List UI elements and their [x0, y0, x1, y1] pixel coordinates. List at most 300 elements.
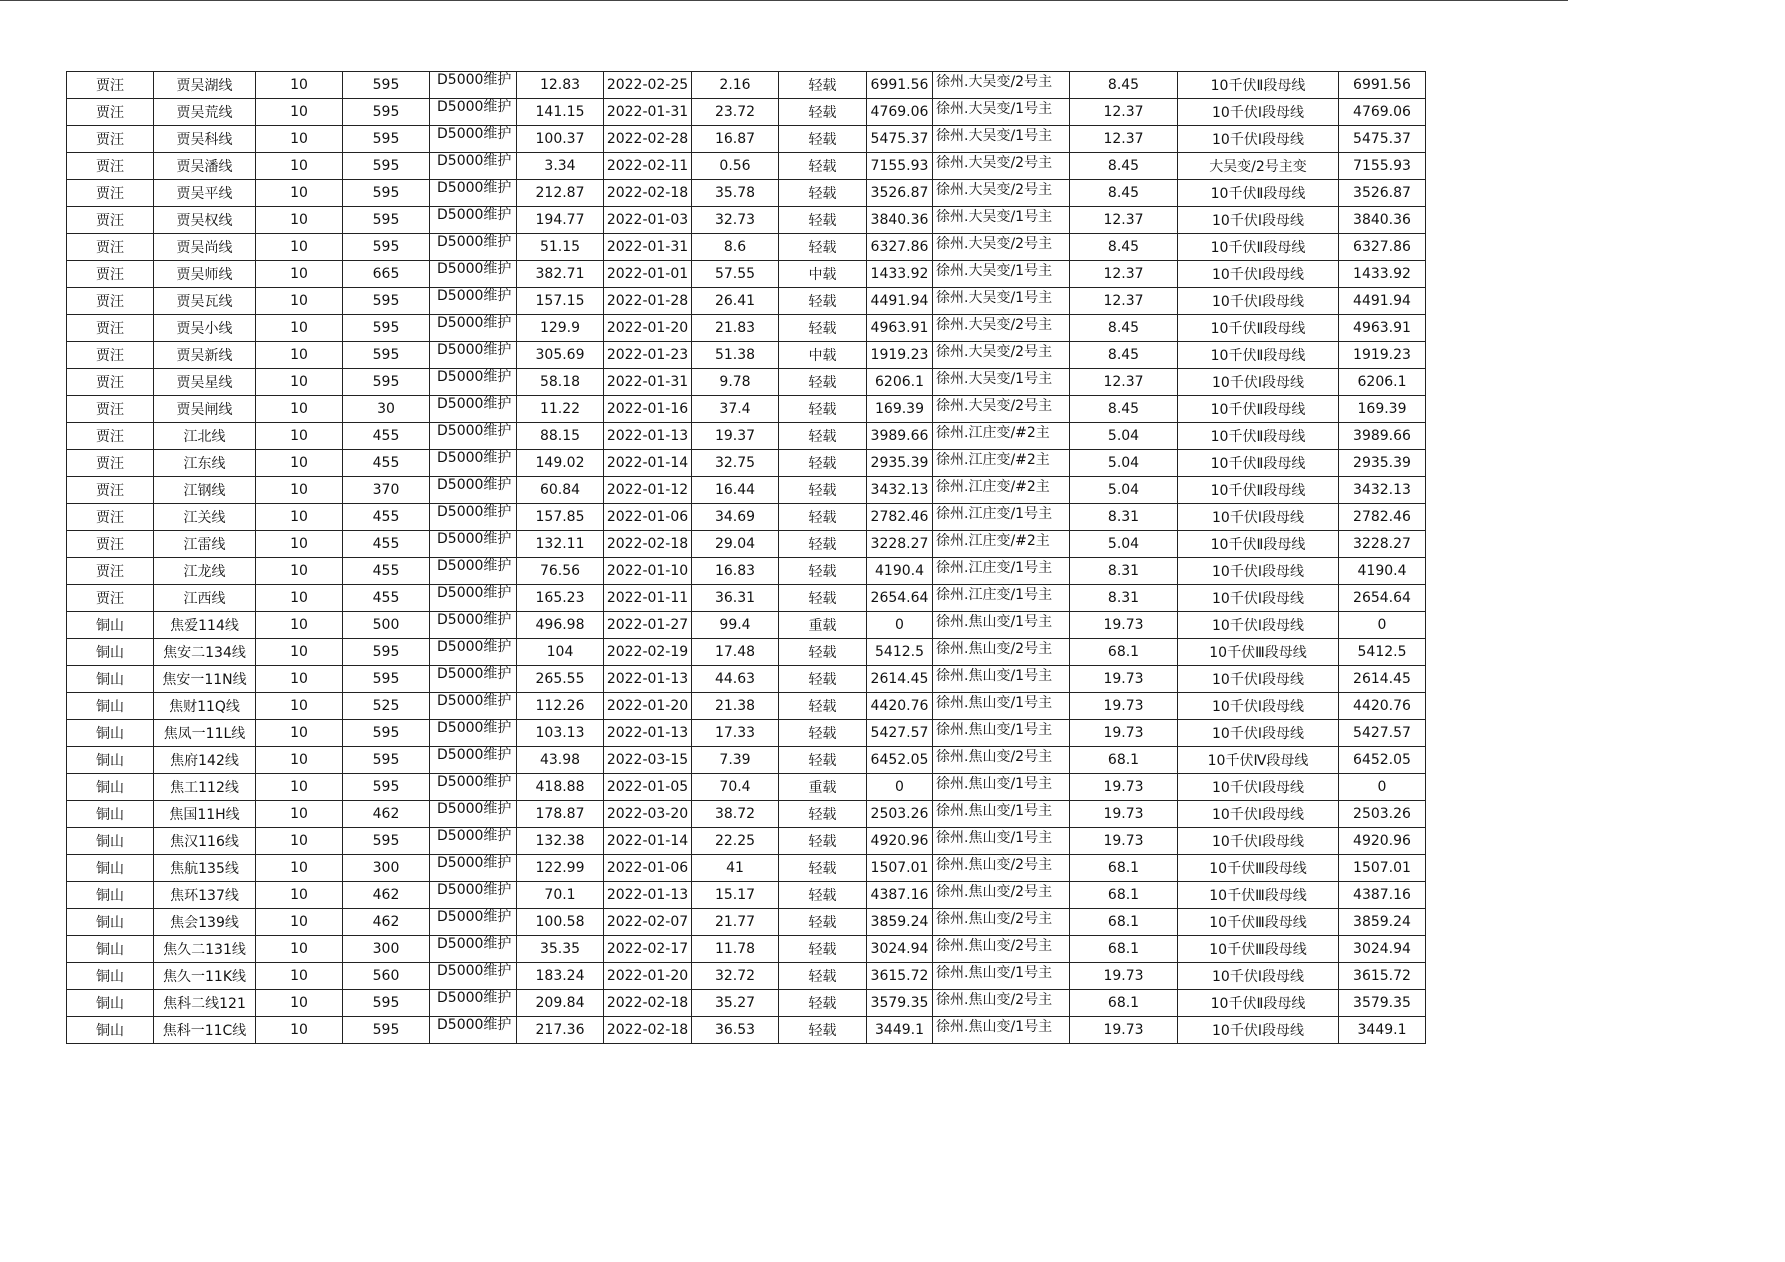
available-capacity-cell: 3228.27 — [867, 531, 933, 558]
table-row — [67, 639, 1426, 666]
busbar-cell: 10千伏Ⅲ段母线 — [1178, 909, 1339, 936]
page-top-rule — [0, 0, 1568, 1]
available-capacity-cell: 7155.93 — [867, 153, 933, 180]
busbar-cell: 10千伏Ⅰ段母线 — [1178, 666, 1339, 693]
data-source-text: D5000维护 — [437, 855, 512, 871]
load-status-cell: 轻载 — [779, 963, 867, 990]
substation-transformer-text: 徐州.大吴变/2号主 — [936, 344, 1053, 360]
transformer-load-cell: 8.45 — [1070, 153, 1178, 180]
feeder-name-cell: 焦科二线121 — [154, 990, 256, 1017]
substation-transformer-text: 徐州.焦山变/2号主 — [936, 749, 1053, 765]
busbar-cell: 10千伏Ⅰ段母线 — [1178, 720, 1339, 747]
district-cell: 铜山 — [67, 882, 154, 909]
transformer-load-cell: 8.45 — [1070, 396, 1178, 423]
load-status-cell: 轻载 — [779, 693, 867, 720]
district-cell: 贾汪 — [67, 504, 154, 531]
data-source-cell — [430, 288, 517, 315]
available-capacity-cell: 1433.92 — [867, 261, 933, 288]
feeder-name-cell: 江雷线 — [154, 531, 256, 558]
remaining-capacity-cell: 3024.94 — [1339, 936, 1426, 963]
available-capacity-cell: 5475.37 — [867, 126, 933, 153]
table-row — [67, 909, 1426, 936]
load-rate-cell: 21.83 — [692, 315, 779, 342]
max-current-cell: 100.37 — [517, 126, 604, 153]
transformer-load-cell: 68.1 — [1070, 990, 1178, 1017]
voltage-cell: 10 — [256, 963, 343, 990]
available-capacity-cell: 3840.36 — [867, 207, 933, 234]
voltage-cell: 10 — [256, 477, 343, 504]
table-row — [67, 450, 1426, 477]
feeder-name-cell: 贾吴闸线 — [154, 396, 256, 423]
max-current-cell: 178.87 — [517, 801, 604, 828]
load-rate-cell: 7.39 — [692, 747, 779, 774]
remaining-capacity-cell: 3432.13 — [1339, 477, 1426, 504]
data-source-cell — [430, 720, 517, 747]
load-rate-cell: 29.04 — [692, 531, 779, 558]
load-rate-cell: 32.72 — [692, 963, 779, 990]
table-body — [67, 72, 1426, 1044]
district-cell: 铜山 — [67, 801, 154, 828]
district-cell: 贾汪 — [67, 153, 154, 180]
feeder-name-cell: 贾吴湖线 — [154, 72, 256, 99]
rated-capacity-cell: 560 — [343, 963, 430, 990]
max-current-cell: 194.77 — [517, 207, 604, 234]
max-current-cell: 132.11 — [517, 531, 604, 558]
table-row — [67, 693, 1426, 720]
transformer-load-cell: 5.04 — [1070, 450, 1178, 477]
feeder-name-cell: 江东线 — [154, 450, 256, 477]
feeder-name-cell: 焦科一11C线 — [154, 1017, 256, 1044]
substation-transformer-text: 徐州.焦山变/1号主 — [936, 965, 1053, 981]
rated-capacity-cell: 595 — [343, 369, 430, 396]
table-row — [67, 261, 1426, 288]
load-rate-cell: 99.4 — [692, 612, 779, 639]
remaining-capacity-cell: 3859.24 — [1339, 909, 1426, 936]
data-source-text: D5000维护 — [437, 585, 512, 601]
load-status-cell: 中载 — [779, 342, 867, 369]
district-cell: 贾汪 — [67, 396, 154, 423]
max-current-cell: 209.84 — [517, 990, 604, 1017]
load-rate-cell: 34.69 — [692, 504, 779, 531]
date-cell: 2022-01-05 — [604, 774, 692, 801]
data-source-text: D5000维护 — [437, 774, 512, 790]
rated-capacity-cell: 595 — [343, 126, 430, 153]
table-row — [67, 558, 1426, 585]
data-source-text: D5000维护 — [437, 612, 512, 628]
load-status-cell: 轻载 — [779, 1017, 867, 1044]
data-source-cell — [430, 477, 517, 504]
date-cell: 2022-02-07 — [604, 909, 692, 936]
load-rate-cell: 21.77 — [692, 909, 779, 936]
transformer-load-cell: 8.45 — [1070, 180, 1178, 207]
remaining-capacity-cell: 6327.86 — [1339, 234, 1426, 261]
load-rate-cell: 51.38 — [692, 342, 779, 369]
substation-transformer-cell — [933, 315, 1070, 342]
rated-capacity-cell: 370 — [343, 477, 430, 504]
feeder-name-cell: 焦爱114线 — [154, 612, 256, 639]
voltage-cell: 10 — [256, 450, 343, 477]
transformer-load-cell: 68.1 — [1070, 639, 1178, 666]
load-rate-cell: 16.87 — [692, 126, 779, 153]
district-cell: 贾汪 — [67, 288, 154, 315]
rated-capacity-cell: 595 — [343, 288, 430, 315]
date-cell: 2022-01-12 — [604, 477, 692, 504]
busbar-cell: 10千伏Ⅱ段母线 — [1178, 180, 1339, 207]
data-source-cell — [430, 99, 517, 126]
available-capacity-cell: 5427.57 — [867, 720, 933, 747]
load-rate-cell: 23.72 — [692, 99, 779, 126]
transformer-load-cell: 12.37 — [1070, 288, 1178, 315]
table-row — [67, 477, 1426, 504]
load-status-cell: 轻载 — [779, 936, 867, 963]
district-cell: 贾汪 — [67, 72, 154, 99]
data-source-cell — [430, 72, 517, 99]
load-status-cell: 轻载 — [779, 801, 867, 828]
busbar-cell: 大吴变/2号主变 — [1178, 153, 1339, 180]
data-source-text: D5000维护 — [437, 882, 512, 898]
available-capacity-cell: 3615.72 — [867, 963, 933, 990]
data-source-cell — [430, 963, 517, 990]
available-capacity-cell: 4491.94 — [867, 288, 933, 315]
data-source-cell — [430, 693, 517, 720]
available-capacity-cell: 0 — [867, 612, 933, 639]
remaining-capacity-cell: 3228.27 — [1339, 531, 1426, 558]
data-source-text: D5000维护 — [437, 99, 512, 115]
voltage-cell: 10 — [256, 990, 343, 1017]
transformer-load-cell: 19.73 — [1070, 666, 1178, 693]
feeder-name-cell: 贾吴权线 — [154, 207, 256, 234]
feeder-name-cell: 焦久二131线 — [154, 936, 256, 963]
remaining-capacity-cell: 5475.37 — [1339, 126, 1426, 153]
substation-transformer-cell — [933, 1017, 1070, 1044]
remaining-capacity-cell: 4963.91 — [1339, 315, 1426, 342]
rated-capacity-cell: 595 — [343, 180, 430, 207]
substation-transformer-text: 徐州.焦山变/2号主 — [936, 938, 1053, 954]
substation-transformer-text: 徐州.江庄变/#2主 — [936, 533, 1050, 549]
transformer-load-cell: 68.1 — [1070, 747, 1178, 774]
rated-capacity-cell: 455 — [343, 558, 430, 585]
max-current-cell: 265.55 — [517, 666, 604, 693]
load-rate-cell: 17.33 — [692, 720, 779, 747]
busbar-cell: 10千伏Ⅱ段母线 — [1178, 477, 1339, 504]
max-current-cell: 132.38 — [517, 828, 604, 855]
transformer-load-cell: 19.73 — [1070, 1017, 1178, 1044]
load-status-cell: 轻载 — [779, 180, 867, 207]
remaining-capacity-cell: 2782.46 — [1339, 504, 1426, 531]
voltage-cell: 10 — [256, 504, 343, 531]
data-source-cell — [430, 504, 517, 531]
date-cell: 2022-01-23 — [604, 342, 692, 369]
load-status-cell: 轻载 — [779, 855, 867, 882]
substation-transformer-cell — [933, 639, 1070, 666]
data-source-cell — [430, 531, 517, 558]
transformer-load-cell: 8.31 — [1070, 585, 1178, 612]
district-cell: 铜山 — [67, 990, 154, 1017]
data-source-text: D5000维护 — [437, 234, 512, 250]
data-source-cell — [430, 882, 517, 909]
date-cell: 2022-02-18 — [604, 531, 692, 558]
data-source-cell — [430, 909, 517, 936]
voltage-cell: 10 — [256, 531, 343, 558]
table-row — [67, 342, 1426, 369]
max-current-cell: 58.18 — [517, 369, 604, 396]
feeder-name-cell: 贾吴小线 — [154, 315, 256, 342]
busbar-cell: 10千伏Ⅱ段母线 — [1178, 531, 1339, 558]
remaining-capacity-cell: 4769.06 — [1339, 99, 1426, 126]
voltage-cell: 10 — [256, 288, 343, 315]
substation-transformer-text: 徐州.江庄变/1号主 — [936, 506, 1053, 522]
max-current-cell: 112.26 — [517, 693, 604, 720]
substation-transformer-cell — [933, 234, 1070, 261]
available-capacity-cell: 3859.24 — [867, 909, 933, 936]
max-current-cell: 157.15 — [517, 288, 604, 315]
load-status-cell: 轻载 — [779, 126, 867, 153]
substation-transformer-cell — [933, 882, 1070, 909]
data-source-text: D5000维护 — [437, 126, 512, 142]
busbar-cell: 10千伏Ⅱ段母线 — [1178, 342, 1339, 369]
voltage-cell: 10 — [256, 936, 343, 963]
rated-capacity-cell: 455 — [343, 450, 430, 477]
data-source-cell — [430, 153, 517, 180]
busbar-cell: 10千伏Ⅱ段母线 — [1178, 315, 1339, 342]
rated-capacity-cell: 455 — [343, 504, 430, 531]
busbar-cell: 10千伏Ⅰ段母线 — [1178, 693, 1339, 720]
table-row — [67, 423, 1426, 450]
transformer-load-cell: 12.37 — [1070, 99, 1178, 126]
load-status-cell: 轻载 — [779, 882, 867, 909]
busbar-cell: 10千伏Ⅰ段母线 — [1178, 558, 1339, 585]
data-source-text: D5000维护 — [437, 153, 512, 169]
voltage-cell: 10 — [256, 882, 343, 909]
busbar-cell: 10千伏Ⅲ段母线 — [1178, 882, 1339, 909]
district-cell: 铜山 — [67, 909, 154, 936]
voltage-cell: 10 — [256, 396, 343, 423]
transformer-load-cell: 68.1 — [1070, 855, 1178, 882]
voltage-cell: 10 — [256, 585, 343, 612]
data-source-text: D5000维护 — [437, 747, 512, 763]
table-row — [67, 531, 1426, 558]
substation-transformer-cell — [933, 855, 1070, 882]
substation-transformer-text: 徐州.焦山变/2号主 — [936, 884, 1053, 900]
voltage-cell: 10 — [256, 855, 343, 882]
available-capacity-cell: 3579.35 — [867, 990, 933, 1017]
busbar-cell: 10千伏Ⅲ段母线 — [1178, 855, 1339, 882]
data-source-text: D5000维护 — [437, 342, 512, 358]
substation-transformer-cell — [933, 261, 1070, 288]
feeder-name-cell: 贾吴平线 — [154, 180, 256, 207]
load-status-cell: 重载 — [779, 612, 867, 639]
max-current-cell: 76.56 — [517, 558, 604, 585]
district-cell: 贾汪 — [67, 207, 154, 234]
load-rate-cell: 2.16 — [692, 72, 779, 99]
district-cell: 铜山 — [67, 774, 154, 801]
data-source-cell — [430, 936, 517, 963]
max-current-cell: 104 — [517, 639, 604, 666]
rated-capacity-cell: 455 — [343, 585, 430, 612]
load-rate-cell: 32.75 — [692, 450, 779, 477]
remaining-capacity-cell: 4920.96 — [1339, 828, 1426, 855]
busbar-cell: 10千伏Ⅱ段母线 — [1178, 396, 1339, 423]
date-cell: 2022-01-20 — [604, 963, 692, 990]
substation-transformer-cell — [933, 963, 1070, 990]
table-row — [67, 774, 1426, 801]
remaining-capacity-cell: 3615.72 — [1339, 963, 1426, 990]
substation-transformer-text: 徐州.焦山变/2号主 — [936, 911, 1053, 927]
voltage-cell: 10 — [256, 369, 343, 396]
load-status-cell: 轻载 — [779, 207, 867, 234]
substation-transformer-cell — [933, 990, 1070, 1017]
table-row — [67, 396, 1426, 423]
load-rate-cell: 0.56 — [692, 153, 779, 180]
data-source-cell — [430, 747, 517, 774]
max-current-cell: 382.71 — [517, 261, 604, 288]
substation-transformer-cell — [933, 477, 1070, 504]
remaining-capacity-cell: 3989.66 — [1339, 423, 1426, 450]
date-cell: 2022-01-20 — [604, 693, 692, 720]
district-cell: 贾汪 — [67, 315, 154, 342]
district-cell: 贾汪 — [67, 126, 154, 153]
data-source-cell — [430, 261, 517, 288]
feeder-name-cell: 焦工112线 — [154, 774, 256, 801]
table-row — [67, 369, 1426, 396]
substation-transformer-text: 徐州.焦山变/1号主 — [936, 722, 1053, 738]
remaining-capacity-cell: 3840.36 — [1339, 207, 1426, 234]
date-cell: 2022-02-11 — [604, 153, 692, 180]
data-source-cell — [430, 396, 517, 423]
data-source-cell — [430, 450, 517, 477]
substation-transformer-cell — [933, 531, 1070, 558]
load-rate-cell: 57.55 — [692, 261, 779, 288]
data-source-cell — [430, 234, 517, 261]
data-source-cell — [430, 639, 517, 666]
rated-capacity-cell: 595 — [343, 747, 430, 774]
district-cell: 贾汪 — [67, 369, 154, 396]
available-capacity-cell: 2654.64 — [867, 585, 933, 612]
table-row — [67, 99, 1426, 126]
remaining-capacity-cell: 2503.26 — [1339, 801, 1426, 828]
district-cell: 贾汪 — [67, 423, 154, 450]
data-source-cell — [430, 369, 517, 396]
table-row — [67, 504, 1426, 531]
data-source-cell — [430, 180, 517, 207]
substation-transformer-text: 徐州.焦山变/1号主 — [936, 803, 1053, 819]
load-rate-cell: 16.83 — [692, 558, 779, 585]
rated-capacity-cell: 455 — [343, 423, 430, 450]
substation-transformer-cell — [933, 72, 1070, 99]
load-status-cell: 轻载 — [779, 72, 867, 99]
busbar-cell: 10千伏Ⅰ段母线 — [1178, 504, 1339, 531]
voltage-cell: 10 — [256, 180, 343, 207]
rated-capacity-cell: 462 — [343, 801, 430, 828]
remaining-capacity-cell: 5412.5 — [1339, 639, 1426, 666]
load-status-cell: 轻载 — [779, 477, 867, 504]
available-capacity-cell: 1919.23 — [867, 342, 933, 369]
transformer-load-cell: 19.73 — [1070, 963, 1178, 990]
rated-capacity-cell: 665 — [343, 261, 430, 288]
max-current-cell: 217.36 — [517, 1017, 604, 1044]
date-cell: 2022-01-13 — [604, 720, 692, 747]
substation-transformer-cell — [933, 342, 1070, 369]
district-cell: 铜山 — [67, 747, 154, 774]
feeder-name-cell: 焦府142线 — [154, 747, 256, 774]
data-source-cell — [430, 423, 517, 450]
feeder-name-cell: 江龙线 — [154, 558, 256, 585]
available-capacity-cell: 4387.16 — [867, 882, 933, 909]
district-cell: 铜山 — [67, 639, 154, 666]
load-rate-cell: 11.78 — [692, 936, 779, 963]
date-cell: 2022-01-11 — [604, 585, 692, 612]
table-row — [67, 720, 1426, 747]
substation-transformer-cell — [933, 450, 1070, 477]
load-rate-cell: 8.6 — [692, 234, 779, 261]
max-current-cell: 11.22 — [517, 396, 604, 423]
substation-transformer-cell — [933, 666, 1070, 693]
data-source-text: D5000维护 — [437, 990, 512, 1006]
data-source-text: D5000维护 — [437, 828, 512, 844]
available-capacity-cell: 4769.06 — [867, 99, 933, 126]
transformer-load-cell: 12.37 — [1070, 126, 1178, 153]
busbar-cell: 10千伏Ⅰ段母线 — [1178, 369, 1339, 396]
feeder-name-cell: 焦国11H线 — [154, 801, 256, 828]
available-capacity-cell: 3989.66 — [867, 423, 933, 450]
data-source-text: D5000维护 — [437, 639, 512, 655]
remaining-capacity-cell: 0 — [1339, 774, 1426, 801]
load-status-cell: 轻载 — [779, 369, 867, 396]
available-capacity-cell: 3526.87 — [867, 180, 933, 207]
district-cell: 铜山 — [67, 855, 154, 882]
substation-transformer-text: 徐州.大吴变/2号主 — [936, 398, 1053, 414]
transformer-load-cell: 5.04 — [1070, 531, 1178, 558]
remaining-capacity-cell: 6991.56 — [1339, 72, 1426, 99]
max-current-cell: 100.58 — [517, 909, 604, 936]
transformer-load-cell: 5.04 — [1070, 423, 1178, 450]
date-cell: 2022-01-06 — [604, 504, 692, 531]
date-cell: 2022-01-06 — [604, 855, 692, 882]
data-source-text: D5000维护 — [437, 450, 512, 466]
feeder-name-cell: 贾吴尚线 — [154, 234, 256, 261]
max-current-cell: 103.13 — [517, 720, 604, 747]
data-source-text: D5000维护 — [437, 369, 512, 385]
substation-transformer-text: 徐州.焦山变/1号主 — [936, 614, 1053, 630]
date-cell: 2022-02-25 — [604, 72, 692, 99]
table-row — [67, 234, 1426, 261]
substation-transformer-text: 徐州.焦山变/1号主 — [936, 668, 1053, 684]
rated-capacity-cell: 595 — [343, 234, 430, 261]
substation-transformer-cell — [933, 720, 1070, 747]
rated-capacity-cell: 525 — [343, 693, 430, 720]
date-cell: 2022-02-18 — [604, 180, 692, 207]
transformer-load-cell: 19.73 — [1070, 612, 1178, 639]
table-row — [67, 1017, 1426, 1044]
feeder-name-cell: 焦安一11N线 — [154, 666, 256, 693]
data-source-text: D5000维护 — [437, 261, 512, 277]
substation-transformer-cell — [933, 369, 1070, 396]
transformer-load-cell: 19.73 — [1070, 801, 1178, 828]
load-rate-cell: 37.4 — [692, 396, 779, 423]
rated-capacity-cell: 595 — [343, 639, 430, 666]
substation-transformer-text: 徐州.焦山变/2号主 — [936, 992, 1053, 1008]
transformer-load-cell: 68.1 — [1070, 936, 1178, 963]
data-source-cell — [430, 126, 517, 153]
date-cell: 2022-01-20 — [604, 315, 692, 342]
available-capacity-cell: 5412.5 — [867, 639, 933, 666]
max-current-cell: 12.83 — [517, 72, 604, 99]
voltage-cell: 10 — [256, 693, 343, 720]
busbar-cell: 10千伏Ⅰ段母线 — [1178, 828, 1339, 855]
substation-transformer-cell — [933, 558, 1070, 585]
available-capacity-cell: 6991.56 — [867, 72, 933, 99]
data-source-cell — [430, 990, 517, 1017]
